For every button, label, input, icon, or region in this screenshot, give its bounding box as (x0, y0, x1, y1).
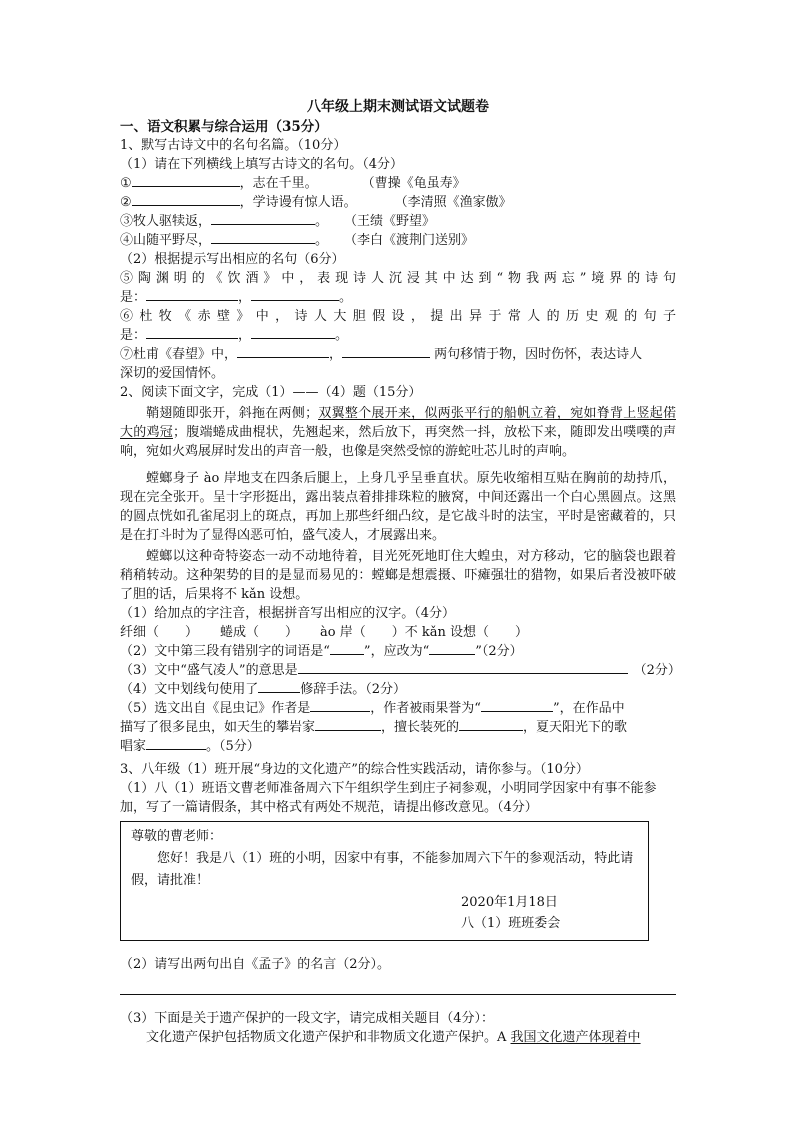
answer-blank[interactable] (146, 326, 238, 339)
poem-item-6: ⑥杜牧《赤壁》中，诗人大胆假设，提出异于常人的历史观的句子 (120, 309, 676, 324)
section-heading: 一、语文积累与综合运用（35分） (120, 119, 328, 135)
question-3-heading: 3、八年级（1）班开展“身边的文化遗产”的综合性实践活动，请你参与。（10分） (120, 762, 589, 777)
answer-blank[interactable] (315, 718, 381, 731)
answer-blank[interactable] (237, 345, 329, 358)
exam-page (120, 98, 681, 1047)
reading-paragraph-3: 螳螂以这种奇特姿态一动不动地待着，目光死死地盯住大蝗虫，对方移动，它的脑袋也跟着稍稍转动。这种架势的目的是显而易见的：螳螂是想震摄、吓瘫强壮的猎物，如果后者没被吓破了胆的话，后果将不 kǎn 设想。 (120, 549, 676, 602)
underlined-sentence: 我国文化遗产体现着中 (510, 1030, 641, 1045)
answer-blank[interactable] (459, 718, 523, 731)
question-2-heading: 2、阅读下面文字，完成（1）——（4）题（15分） (120, 385, 422, 400)
question-2-sub3: （3）文中“盛气凌人”的意思是 （2分） (120, 663, 681, 678)
note-signer: 八（1）班班委会 (461, 916, 561, 931)
answer-blank[interactable] (481, 699, 553, 712)
poem-item-7: ⑦杜甫《春望》中， ， 两句移情于物，因时伤怀，表达诗人 (120, 347, 643, 362)
answer-blank[interactable] (330, 642, 364, 655)
answer-blank[interactable] (429, 642, 475, 655)
question-2-sub1-items: 纤细（ ） 蜷成（ ） ào 岸（ ）不 kǎn 设想（ ） (120, 625, 529, 640)
question-1-sub2: （2）根据提示写出相应的名句（6分） (120, 252, 345, 267)
poem-item-4: ④山随平野尽， 。 （李白《渡荆门送别》 (120, 233, 475, 248)
poem-item-5: ⑤陶渊明的《饮酒》中，表现诗人沉浸其中达到“物我两忘”境界的诗句 (120, 271, 676, 286)
answer-blank[interactable] (310, 699, 370, 712)
answer-blank[interactable] (132, 193, 240, 206)
note-date: 2020年1月18日 (461, 895, 558, 910)
question-1-heading: 1、默写古诗文中的名句名篇。（10分） (120, 138, 347, 153)
poem-item-5-answer: 是： ， 。 (120, 290, 353, 305)
poem-item-6-answer: 是： ， 。 (120, 328, 349, 343)
answer-blank[interactable] (146, 737, 206, 750)
reading-paragraph-1: 鞘翅随即张开，斜拖在两侧；双翼整个展开来，似两张平行的船帆立着，宛如脊背上竖起偌大的鸡冠；腹端蜷成曲棍状，先翘起来，然后放下，再突然一抖，放松下来，随即发出噗噗的声响，宛如火鸡展屏时发出的声音一般，也像是突然受惊的游蛇吐芯儿时的声响。 (120, 406, 676, 459)
poem-item-2: ② ，学诗谩有惊人语。 （李清照《渔家傲》 (120, 195, 512, 210)
note-body: 您好！我是八（1）班的小明，因家中有事，不能参加周六下午的参观活动，特此请假，请批准！ (131, 851, 634, 888)
answer-blank[interactable] (211, 231, 315, 244)
question-3-sub3: （3）下面是关于遗产保护的一段文字，请完成相关题目（4分）： (120, 1011, 495, 1026)
question-2-sub5-cont: 描写了很多昆虫，如天生的攀岩家 ，擅长装死的 ，夏天阳光下的歌 (120, 720, 628, 735)
question-2-sub2: （2）文中第三段有错别字的词语是“ ”，应改为“ ”（2分） (120, 644, 523, 659)
note-salutation: 尊敬的曹老师： (131, 829, 223, 844)
question-2-sub4: （4）文中划线句使用了 修辞手法。（2分） (120, 682, 407, 697)
question-3-sub1: （1）八（1）班语文曹老师准备周六下午组织学生到庄子祠参观，小明同学因家中有事不能参加，写了一篇请假条，其中格式有两处不规范，请提出修改意见。（4分） (120, 781, 657, 815)
source-citation: （李清照《渔家傲》 (394, 195, 512, 210)
question-3-paragraph: 文化遗产保护包括物质文化遗产保护和非物质文化遗产保护。A 我国文化遗产体现着中 (146, 1030, 641, 1045)
answer-blank[interactable] (211, 212, 315, 225)
underlined-sentence: 双翼整个展开来，似两张平行的船帆立着，宛如脊背上竖起偌大的鸡冠 (120, 406, 676, 440)
source-citation: （曹操《龟虽寿》 (361, 176, 466, 191)
question-1-sub1: （1）请在下列横线上填写古诗文的名句。（4分） (120, 157, 404, 172)
source-citation: （李白《渡荆门送别》 (344, 233, 475, 248)
page-title: 八年级上期末测试语文试题卷 (307, 99, 489, 115)
source-citation: （王绩《野望》 (344, 214, 436, 229)
poem-item-3: ③牧人驱犊返， 。 （王绩《野望》 (120, 214, 436, 229)
answer-blank[interactable] (132, 174, 240, 187)
reading-paragraph-2: 螳螂身子 ào 岸地支在四条后腿上，上身几乎呈垂直状。原先收缩相互贴在胸前的劫持爪，现在完全张开。呈十字形挺出，露出装点着排排珠粒的腋窝，中间还露出一个白心黑圆点。这黑的圆点恍如孔雀尾羽上的斑点，再加上那些纤细凸纹，是它战斗时的法宝，平时是密藏着的，只是在打斗时为了显得凶恶可怕，盛气凌人，才展露出来。 (120, 471, 676, 543)
answer-blank[interactable] (251, 288, 339, 301)
answer-blank[interactable] (258, 680, 300, 693)
poem-item-1: ① ，志在千里。 （曹操《龟虽寿》 (120, 176, 466, 191)
leave-note-box (120, 821, 649, 941)
question-2-sub1: （1）给加点的字注音，根据拼音写出相应的汉字。（4分） (120, 606, 456, 621)
answer-blank[interactable] (298, 661, 628, 674)
answer-blank[interactable] (146, 288, 238, 301)
answer-line[interactable] (120, 994, 676, 995)
answer-blank[interactable] (251, 326, 335, 339)
answer-blank[interactable] (342, 345, 430, 358)
question-2-sub5: （5）选文出自《昆虫记》作者是 ，作者被雨果誉为“ ”，在作品中 (120, 701, 625, 716)
question-3-sub2: （2）请写出两句出自《孟子》的名言（2分）。 (120, 957, 391, 972)
poem-item-7-end: 深切的爱国情怀。 (120, 366, 225, 381)
question-2-sub5-end: 唱家 。（5分） (120, 739, 260, 754)
